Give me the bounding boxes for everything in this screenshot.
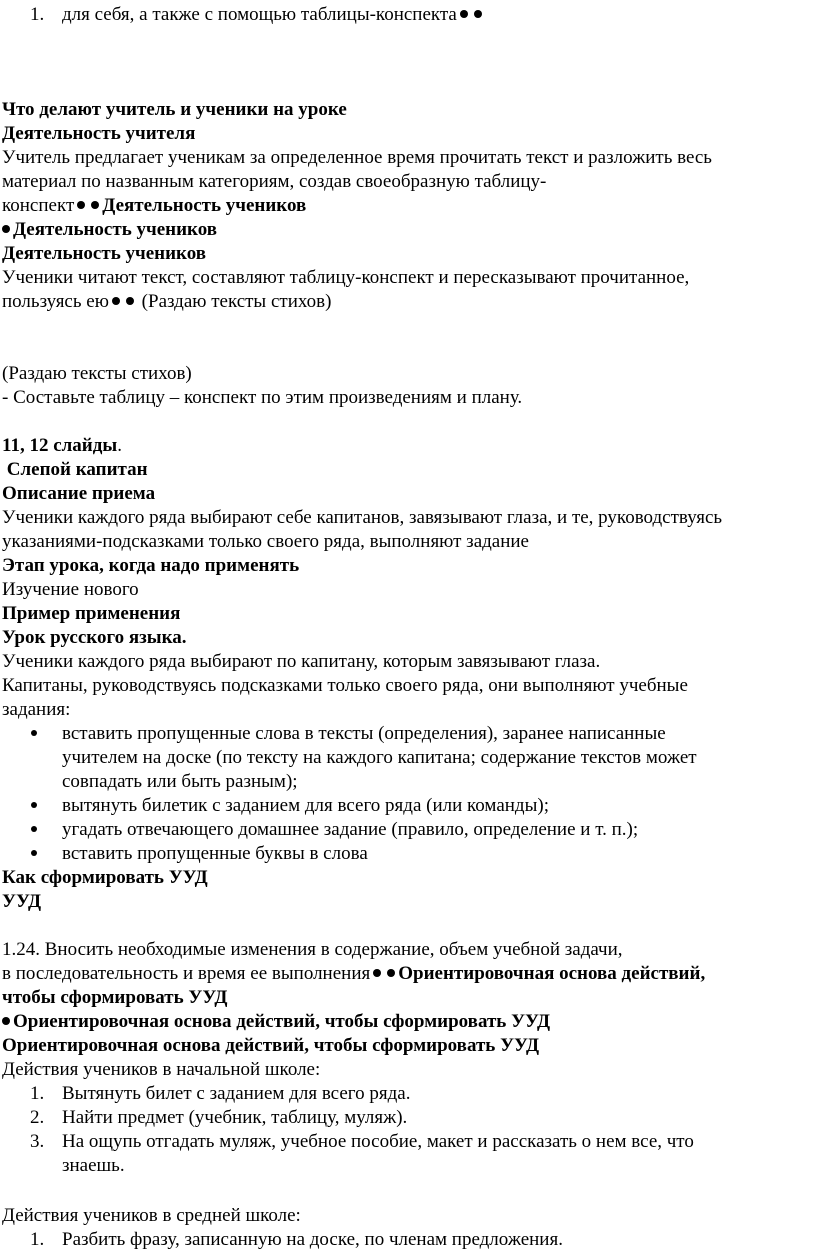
- list-item: [62, 3, 485, 26]
- heading-description: Описание приема: [2, 483, 156, 504]
- paragraph-line: [2, 290, 331, 313]
- heading-how-to-form: Как сформировать УУД: [2, 867, 208, 888]
- paragraph-text: в последовательность и время ее выполнения: [2, 963, 371, 984]
- bullet-item: вставить пропущенные буквы в слова: [62, 843, 368, 864]
- list-item: Найти предмет (учебник, таблицу, муляж).: [62, 1107, 408, 1128]
- heading-uud: УУД: [2, 891, 42, 912]
- list-number: 1.: [30, 1083, 45, 1104]
- bullet-item-continued: учителем на доске (по тексту на каждого капитана; содержание текстов может: [62, 747, 697, 768]
- bullet-dot-icon: [31, 730, 37, 736]
- list-item-text: для себя, а также с помощью таблицы-конспекта: [62, 4, 457, 25]
- paragraph-line: Ученики читают текст, составляют таблицу-конспект и пересказывают прочитанное,: [2, 267, 690, 288]
- bullet-item: вытянуть билетик с заданием для всего ряда (или команды);: [62, 795, 549, 816]
- heading-stage: Этап урока, когда надо применять: [2, 555, 300, 576]
- heading-orientation-basis: Ориентировочная основа действий,: [398, 963, 706, 984]
- list-item: Вытянуть билет с заданием для всего ряда.: [62, 1083, 411, 1104]
- bullet-dot-icon: [31, 802, 37, 808]
- paragraph-line: Капитаны, руководствуясь подсказками только своего ряда, они выполняют учебные: [2, 675, 688, 696]
- paragraph-line: задания:: [2, 699, 71, 720]
- heading-students-activity: Деятельность учеников: [13, 219, 218, 240]
- list-item: Разбить фразу, записанную на доске, по членам предложения.: [62, 1229, 563, 1250]
- paragraph-line: указаниями-подсказками только своего ряда, выполняют задание: [2, 531, 529, 552]
- paragraph-line: - Составьте таблицу – конспект по этим произведениям и плану.: [2, 387, 523, 408]
- paragraph-line: (Раздаю тексты стихов): [2, 363, 192, 384]
- slides-label: 11, 12 слайды: [2, 435, 118, 456]
- paragraph-line: [2, 194, 306, 217]
- paragraph-line: Изучение нового: [2, 579, 139, 600]
- paragraph-line: Учитель предлагает ученикам за определенное время прочитать текст и разложить весь: [2, 147, 712, 168]
- paragraph-text: пользуясь ею: [2, 291, 109, 312]
- list-item: На ощупь отгадать муляж, учебное пособие, макет и рассказать о нем все, что: [62, 1131, 694, 1152]
- list-number: 3.: [30, 1131, 45, 1152]
- bullet-dot-icon: [112, 297, 120, 305]
- bullet-dot-icon: [460, 10, 468, 18]
- paragraph-text: конспект: [2, 195, 75, 216]
- bullet-dot-icon: [2, 225, 10, 233]
- list-item-continued: знаешь.: [62, 1155, 125, 1176]
- bullet-dot-icon: [2, 1017, 10, 1025]
- bullet-dot-icon: [31, 850, 37, 856]
- bullet-dot-icon: [126, 297, 134, 305]
- heading-orientation-basis: Ориентировочная основа действий, чтобы сформировать УУД: [13, 1011, 551, 1032]
- paragraph-line: Действия учеников в начальной школе:: [2, 1059, 321, 1080]
- list-number: 1.: [30, 4, 45, 25]
- heading-students-activity: Деятельность учеников: [102, 195, 307, 216]
- heading-orientation-basis: чтобы сформировать УУД: [2, 987, 228, 1008]
- heading-example: Пример применения: [2, 603, 181, 624]
- paragraph-line: [2, 962, 705, 985]
- heading-orientation-basis: Ориентировочная основа действий, чтобы сформировать УУД: [2, 1035, 540, 1056]
- bullet-dot-icon: [373, 969, 381, 977]
- paragraph-line: Действия учеников в средней школе:: [2, 1205, 301, 1226]
- heading-teacher-activity: Деятельность учителя: [2, 123, 196, 144]
- list-number: 2.: [30, 1107, 45, 1128]
- paragraph-line: материал по названным категориям, создав своеобразную таблицу-: [2, 171, 547, 192]
- paragraph-text: (Раздаю тексты стихов): [141, 291, 332, 312]
- list-number: 1.: [30, 1229, 45, 1250]
- bullet-item-continued: совпадать или быть разным);: [62, 771, 298, 792]
- bullet-dot-icon: [31, 826, 37, 832]
- heading-teacher-students: Что делают учитель и ученики на уроке: [2, 99, 347, 120]
- bullet-dot-icon: [474, 10, 482, 18]
- bullet-dot-icon: [91, 201, 99, 209]
- bullet-item: вставить пропущенные слова в тексты (определения), заранее написанные: [62, 723, 666, 744]
- bullet-dot-icon: [387, 969, 395, 977]
- slides-line: [2, 434, 122, 457]
- paragraph-line: [2, 218, 217, 241]
- paragraph-line: 1.24. Вносить необходимые изменения в содержание, объем учебной задачи,: [2, 939, 623, 960]
- paragraph-line: [2, 1010, 550, 1033]
- paragraph-line: Ученики каждого ряда выбирают себе капитанов, завязывают глаза, и те, руководствуясь: [2, 507, 723, 528]
- heading-students-activity: Деятельность учеников: [2, 243, 207, 264]
- paragraph-line: Ученики каждого ряда выбирают по капитану, которым завязывают глаза.: [2, 651, 601, 672]
- slides-dot: .: [117, 435, 122, 456]
- bullet-dot-icon: [77, 201, 85, 209]
- bullet-item: угадать отвечающего домашнее задание (правило, определение и т. п.);: [62, 819, 639, 840]
- technique-title: Слепой капитан: [2, 459, 148, 480]
- heading-lesson: Урок русского языка.: [2, 627, 187, 648]
